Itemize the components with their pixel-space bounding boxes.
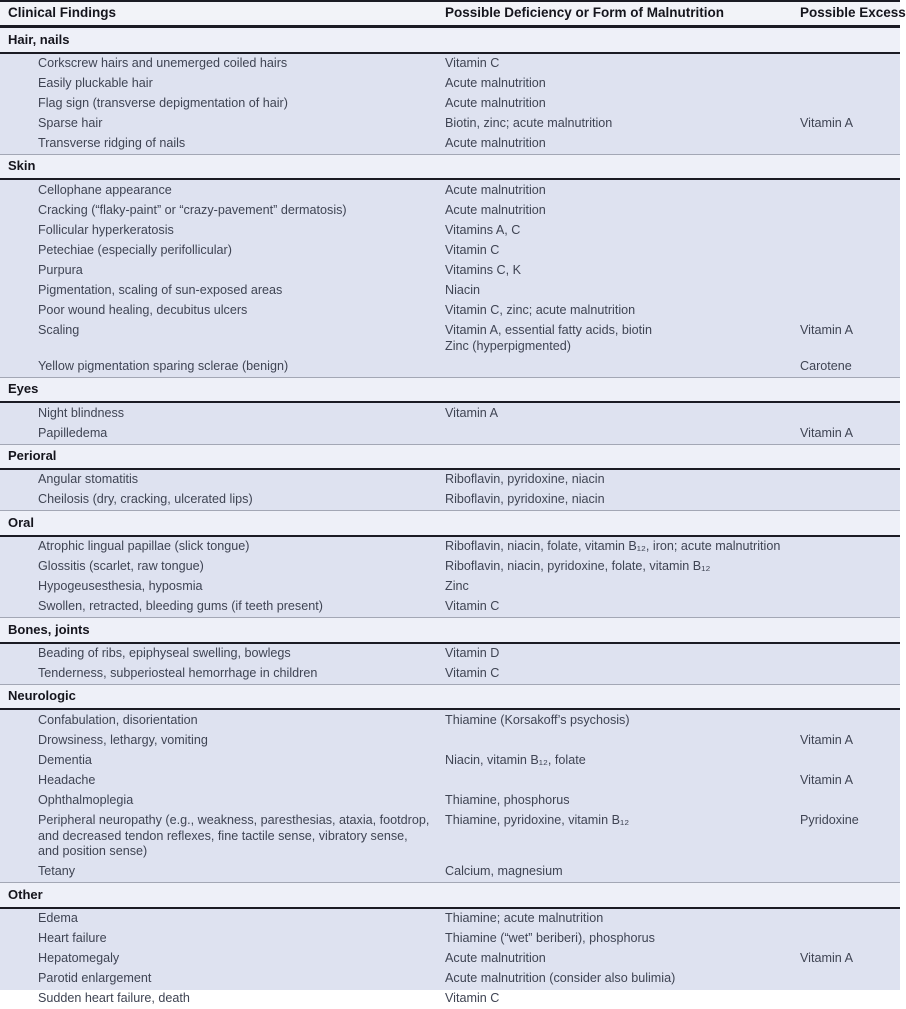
cell-finding: Follicular hyperkeratosis	[38, 222, 174, 237]
cell-finding: Cellophane appearance	[38, 182, 172, 197]
cell-excess: Vitamin A	[800, 116, 853, 131]
table-row	[0, 862, 900, 882]
table-row	[0, 577, 900, 597]
cell-deficiency: Vitamins A, C	[445, 222, 521, 237]
section-title: Other	[8, 886, 43, 902]
table-column-header-row	[0, 0, 906, 28]
cell-finding: Dementia	[38, 752, 92, 767]
table-row	[0, 321, 900, 357]
table-row	[0, 597, 900, 617]
cell-finding: Ophthalmoplegia	[38, 792, 134, 807]
cell-finding: Edema	[38, 910, 78, 925]
cell-finding: Tenderness, subperiosteal hemorrhage in children	[38, 666, 318, 680]
table-row	[0, 949, 900, 969]
cell-finding: Yellow pigmentation sparing sclerae (benign)	[38, 359, 289, 374]
table-row	[0, 537, 900, 557]
table-row	[0, 261, 900, 281]
cell-finding: Hepatomegaly	[38, 951, 120, 966]
cell-finding: Swollen, retracted, bleeding gums (if teeth present)	[38, 599, 323, 614]
cell-finding: Beading of ribs, epiphyseal swelling, bowlegs	[38, 645, 291, 660]
cell-finding: Hypogeusesthesia, hyposmia	[38, 579, 203, 594]
cell-finding: Heart failure	[38, 931, 107, 946]
cell-deficiency: Acute malnutrition	[445, 95, 546, 110]
cell-deficiency: Riboflavin, niacin, pyridoxine, folate, vitamin B₁₂	[445, 559, 711, 574]
section-header-row	[0, 28, 900, 54]
table-row	[0, 54, 900, 74]
section-title: Eyes	[8, 381, 39, 397]
cell-deficiency: Vitamins C, K	[445, 263, 522, 278]
section-header-row	[0, 617, 900, 644]
cell-deficiency: Vitamin C	[445, 991, 500, 1006]
cell-finding: Pigmentation, scaling of sun-exposed areas	[38, 283, 283, 298]
cell-deficiency: Acute malnutrition	[445, 951, 546, 966]
table-row	[0, 201, 900, 221]
cell-deficiency: Riboflavin, pyridoxine, niacin	[445, 492, 605, 507]
cell-excess: Vitamin A	[800, 951, 853, 966]
table-row	[0, 557, 900, 577]
cell-finding: Easily pluckable hair	[38, 75, 153, 90]
cell-deficiency: Vitamin C	[445, 55, 500, 70]
table-row	[0, 751, 900, 771]
table-row	[0, 114, 900, 134]
cell-deficiency: Vitamin A, essential fatty acids, biotin Zinc (hyperpigmented)	[445, 323, 652, 353]
table-row	[0, 929, 900, 949]
cell-deficiency: Vitamin C	[445, 666, 500, 680]
section-title: Bones, joints	[8, 621, 90, 637]
table-row	[0, 470, 900, 490]
table-row	[0, 357, 900, 377]
section-title: Oral	[8, 514, 35, 530]
table-row	[0, 134, 900, 154]
cell-finding: Peripheral neuropathy (e.g., weakness, paresthesias, ataxia, footdrop, and decreased tendon reflexes, fine tactile sense, vibratory sense, and position sense)	[38, 813, 430, 859]
cell-deficiency: Riboflavin, niacin, folate, vitamin B₁₂, iron; acute malnutrition	[445, 539, 781, 554]
cell-finding: Scaling	[38, 323, 80, 338]
table-row	[0, 94, 900, 114]
table-row	[0, 644, 900, 664]
cell-finding: Angular stomatitis	[38, 472, 139, 487]
cell-deficiency: Acute malnutrition	[445, 75, 546, 90]
table-row	[0, 791, 900, 811]
section-title: Neurologic	[8, 688, 76, 704]
cell-finding: Transverse ridging of nails	[38, 136, 186, 151]
cell-deficiency: Zinc	[445, 579, 469, 594]
table-body	[0, 28, 900, 1009]
cell-finding: Parotid enlargement	[38, 971, 152, 986]
cell-finding: Cheilosis (dry, cracking, ulcerated lips)	[38, 492, 253, 507]
cell-excess: Vitamin A	[800, 425, 853, 440]
column-header-possible-deficiency: Possible Deficiency or Form of Malnutrition	[445, 5, 725, 20]
cell-excess: Pyridoxine	[800, 813, 859, 828]
table-row	[0, 74, 900, 94]
section-header-row	[0, 882, 900, 909]
cell-deficiency: Thiamine (Korsakoff’s psychosis)	[445, 712, 630, 727]
cell-deficiency: Thiamine, pyridoxine, vitamin B₁₂	[445, 813, 630, 828]
table-row	[0, 424, 900, 444]
table-row	[0, 241, 900, 261]
cell-excess: Carotene	[800, 359, 852, 374]
cell-finding: Sparse hair	[38, 116, 103, 131]
section-header-row	[0, 377, 900, 404]
section-title: Hair, nails	[8, 31, 70, 47]
cell-deficiency: Acute malnutrition	[445, 202, 546, 217]
table-row	[0, 403, 900, 423]
section-header-row	[0, 154, 900, 181]
table-row	[0, 710, 900, 730]
section-header-row	[0, 510, 900, 537]
cell-finding: Glossitis (scarlet, raw tongue)	[38, 559, 204, 574]
table-row	[0, 664, 900, 684]
cell-deficiency: Vitamin A	[445, 405, 498, 420]
cell-deficiency: Biotin, zinc; acute malnutrition	[445, 116, 613, 131]
table-row	[0, 301, 900, 321]
section-title: Skin	[8, 158, 36, 174]
cell-finding: Poor wound healing, decubitus ulcers	[38, 303, 248, 318]
section-header-row	[0, 444, 900, 471]
cell-deficiency: Thiamine; acute malnutrition	[445, 910, 604, 925]
cell-excess: Vitamin A	[800, 772, 853, 787]
cell-finding: Flag sign (transverse depigmentation of hair)	[38, 95, 288, 110]
table-row	[0, 989, 900, 1009]
cell-deficiency: Vitamin C	[445, 599, 500, 614]
table-row	[0, 180, 900, 200]
table-row	[0, 969, 900, 989]
cell-deficiency: Acute malnutrition (consider also bulimia)	[445, 971, 676, 986]
cell-deficiency: Niacin	[445, 283, 480, 298]
cell-finding: Headache	[38, 772, 96, 787]
column-header-clinical-findings: Clinical Findings	[8, 5, 117, 20]
cell-finding: Petechiae (especially perifollicular)	[38, 243, 232, 257]
cell-deficiency: Vitamin C	[445, 243, 500, 257]
cell-finding: Papilledema	[38, 425, 108, 440]
table-row	[0, 490, 900, 510]
cell-deficiency: Acute malnutrition	[445, 182, 546, 197]
table-row	[0, 771, 900, 791]
cell-deficiency: Vitamin C, zinc; acute malnutrition	[445, 303, 636, 318]
cell-deficiency: Riboflavin, pyridoxine, niacin	[445, 472, 605, 487]
cell-finding: Atrophic lingual papillae (slick tongue)	[38, 539, 250, 554]
cell-finding: Purpura	[38, 263, 83, 278]
cell-finding: Sudden heart failure, death	[38, 991, 190, 1006]
cell-deficiency: Thiamine, phosphorus	[445, 792, 570, 807]
cell-deficiency: Acute malnutrition	[445, 136, 546, 151]
cell-finding: Confabulation, disorientation	[38, 712, 198, 727]
cell-deficiency: Calcium, magnesium	[445, 864, 563, 879]
cell-excess: Vitamin A	[800, 323, 853, 338]
column-header-possible-excess: Possible Excess	[800, 5, 906, 20]
table-row	[0, 811, 900, 862]
section-title: Perioral	[8, 448, 57, 464]
cell-deficiency: Thiamine (“wet” beriberi), phosphorus	[445, 931, 655, 946]
cell-deficiency: Vitamin D	[445, 645, 500, 660]
cell-finding: Night blindness	[38, 405, 125, 420]
cell-excess: Vitamin A	[800, 732, 853, 747]
table-row	[0, 909, 900, 929]
cell-deficiency: Niacin, vitamin B₁₂, folate	[445, 752, 586, 767]
table-row	[0, 281, 900, 301]
section-header-row	[0, 684, 900, 711]
table-row	[0, 221, 900, 241]
cell-finding: Drowsiness, lethargy, vomiting	[38, 732, 208, 747]
cell-finding: Corkscrew hairs and unemerged coiled hairs	[38, 55, 288, 70]
table-row	[0, 730, 900, 750]
cell-finding: Tetany	[38, 864, 76, 879]
cell-finding: Cracking (“flaky-paint” or “crazy-pavement” dermatosis)	[38, 202, 347, 217]
